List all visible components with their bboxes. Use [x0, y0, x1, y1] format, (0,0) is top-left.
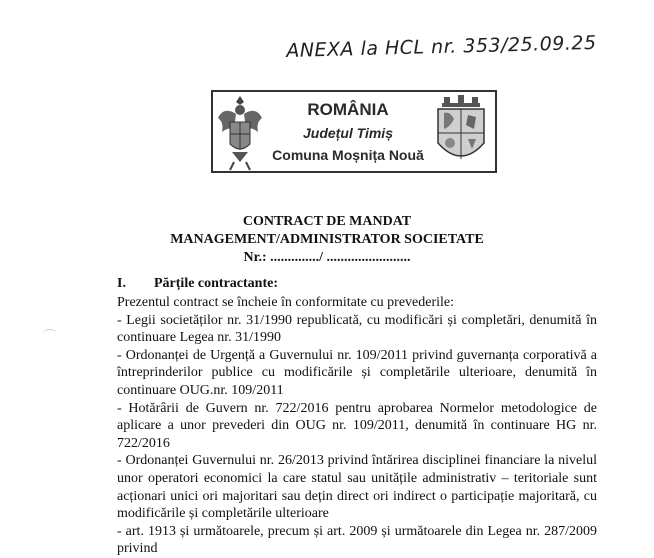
body-paragraph: - Hotărârii de Guvern nr. 722/2016 pentru aprobarea Normelor metodologice de aplicare a unor prevederi din OUG nr. 109/2011, denumită în continuare HG nr. 722/2016	[117, 400, 597, 451]
contract-title: CONTRACT DE MANDAT	[242, 214, 412, 229]
handwritten-annotation: ANEXA la HCL nr. 353/25.09.25	[286, 31, 597, 62]
country-name: ROMÂNIA	[307, 100, 389, 119]
mosnita-noua-coat-of-arms-icon	[432, 93, 490, 171]
romania-coat-of-arms-icon	[216, 92, 264, 172]
body-paragraph: Prezentul contract se încheie în conformitate cu prevederile:	[117, 295, 455, 310]
contract-subtitle: MANAGEMENT/ADMINISTRATOR SOCIETATE	[170, 232, 484, 247]
county-name: Județul Timiș	[303, 125, 393, 141]
body-paragraph: - Ordonanței Guvernului nr. 26/2013 privind întărirea disciplinei financiare la nivelul unor operatori economici la care statul sau unitățile administrativ – teritoriale sunt acționari unici ori majoritari sau dețin direct ori indirect o participație majoritară, cu modificările și completările ulterioare	[117, 453, 597, 522]
commune-name: Comuna Moșnița Nouă	[272, 147, 424, 163]
section-title: Părțile contractante:	[154, 276, 278, 291]
contract-body	[117, 294, 597, 558]
section-number: I.	[117, 276, 126, 291]
contract-number: Nr.: ............../ ........................	[243, 250, 411, 265]
header-text	[268, 98, 428, 166]
scan-mark	[43, 329, 57, 338]
section-heading	[117, 276, 278, 292]
body-paragraph: - art. 1913 și următoarele, precum și art. 2009 și următoarele din Legea nr. 287/2009 privind	[117, 523, 597, 557]
body-paragraph: - Legii societăților nr. 31/1990 republicată, cu modificări și completări, denumită în continuare Legea nr. 31/1990	[117, 312, 597, 346]
body-paragraph: - Ordonanței de Urgență a Guvernului nr. 109/2011 privind guvernanța corporativă a întreprinderilor publice cu modificările și completările ulterioare, denumită în continuare OUG.nr. 109/2011	[117, 347, 597, 398]
